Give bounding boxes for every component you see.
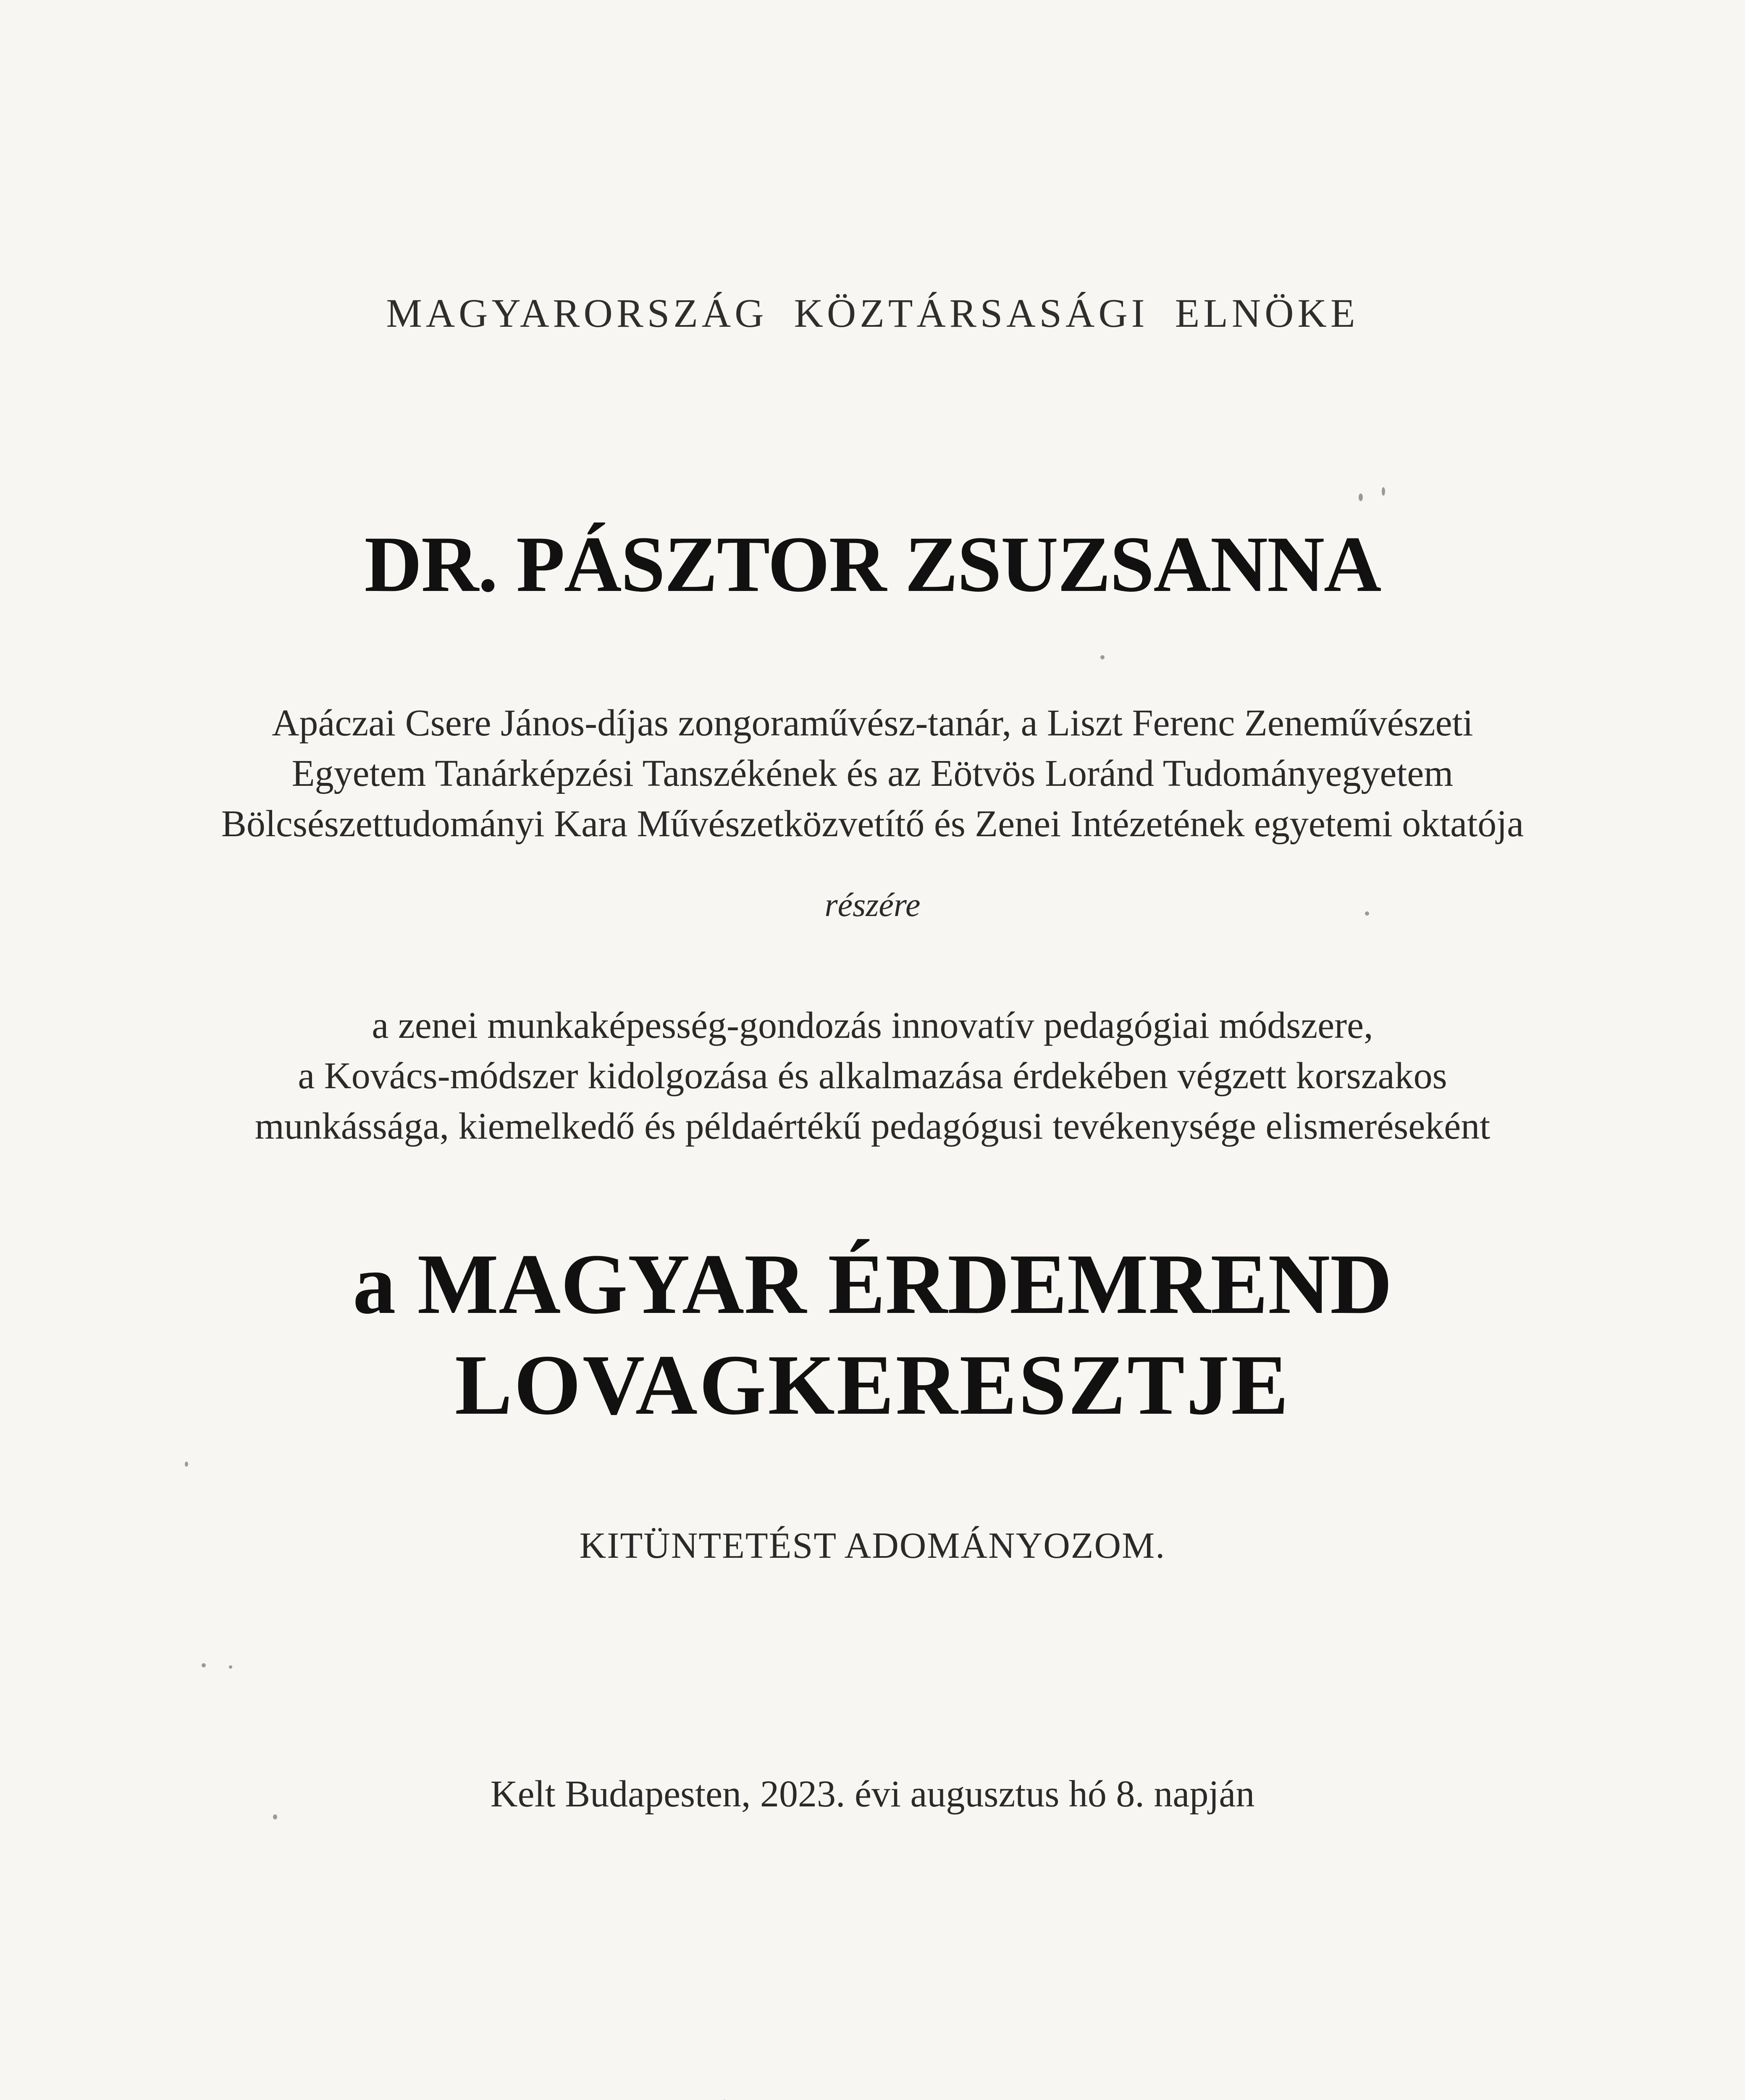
issuer-heading: MAGYARORSZÁG KÖZTÁRSASÁGI ELNÖKE [386,291,1359,336]
paper-speck [273,1814,277,1819]
paper-speck [1359,494,1363,501]
award-title-line: LOVAGKERESZTJE [455,1337,1290,1433]
recipient-name: DR. PÁSZTOR ZSUZSANNA [364,520,1381,609]
recipient-description-line: Apáczai Csere János-díjas zongoraművész-tanár, a Liszt Ferenc Zeneművészeti [272,702,1473,744]
grant-statement: KITÜNTETÉST ADOMÁNYOZOM. [579,1525,1166,1566]
award-reason-line: munkássága, kiemelkedő és példaértékű pedagógusi tevékenysége elismeréseként [255,1105,1490,1147]
dateline: Kelt Budapesten, 2023. évi augusztus hó 8. napján [490,1773,1255,1815]
paper-speck [185,1462,188,1467]
for-label: részére [824,887,921,924]
paper-speck [1382,487,1385,496]
award-reason-line: a zenei munkaképesség-gondozás innovatív pedagógiai módszere, [372,1005,1373,1046]
paper-speck [229,1665,232,1669]
paper-speck [1100,655,1105,659]
award-title-line: a MAGYAR ÉRDEMREND [352,1236,1393,1332]
signature [559,2083,1000,2100]
recipient-description-line: Bölcsészettudományi Kara Művészetközvetítő és Zenei Intézetének egyetemi oktatója [221,803,1524,845]
recipient-description-line: Egyetem Tanárképzési Tanszékének és az Eötvös Loránd Tudományegyetem [291,753,1454,794]
paper-speck [202,1663,206,1667]
award-reason-line: a Kovács-módszer kidolgozása és alkalmazása érdekében végzett korszakos [298,1055,1447,1097]
paper-speck [1365,911,1369,916]
